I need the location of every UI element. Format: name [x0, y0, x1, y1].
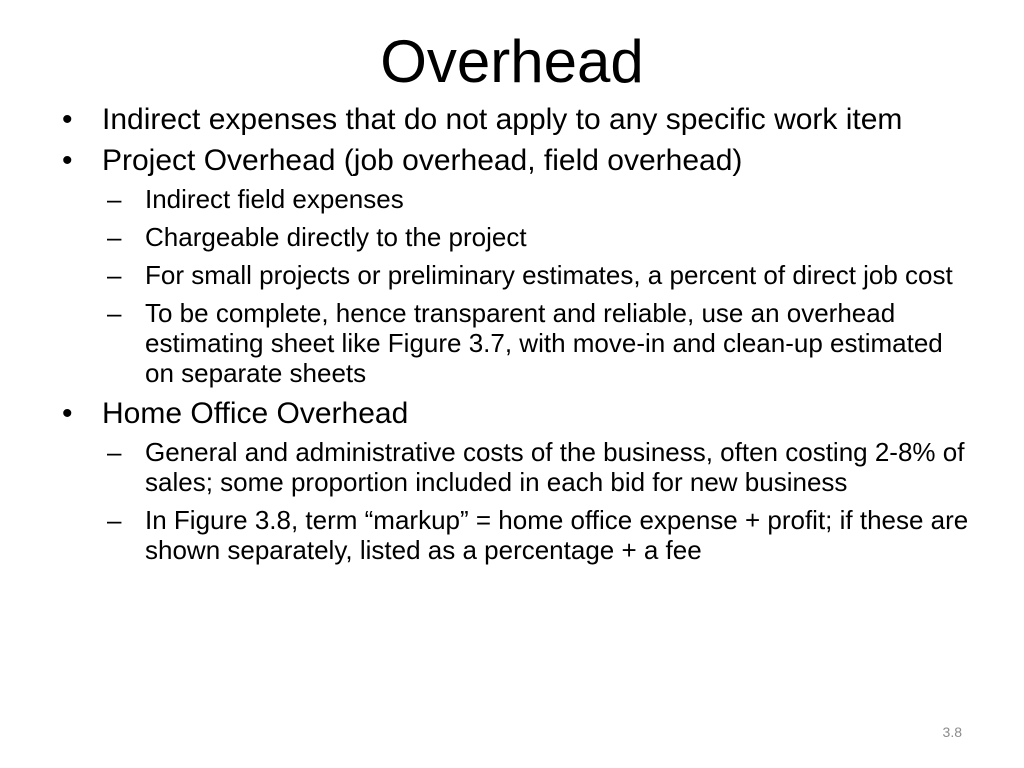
sub-bullet-text: In Figure 3.8, term “markup” = home office expense + profit; if these are shown separately, listed as a percentage + a fee [145, 505, 969, 565]
slide-title: Overhead [380, 28, 644, 95]
sub-bullet-item [107, 260, 972, 290]
dash-marker: – [107, 184, 122, 214]
bullet-text: Indirect expenses that do not apply to any specific work item [102, 103, 903, 136]
dash-marker: – [107, 437, 122, 467]
bullet-text: Home Office Overhead [102, 397, 409, 430]
bullet-item [62, 145, 972, 176]
sub-bullet-text: For small projects or preliminary estimates, a percent of direct job cost [145, 260, 953, 290]
bullet-marker: • [62, 397, 73, 430]
bullet-item [62, 104, 972, 135]
sub-bullet-item [107, 298, 972, 388]
sub-bullet-text: Indirect field expenses [145, 184, 404, 214]
bullet-marker: • [62, 103, 73, 136]
bullet-list [62, 104, 972, 565]
sub-bullet-text: General and administrative costs of the business, often costing 2-8% of sales; some proportion included in each bid for new business [145, 437, 965, 497]
dash-marker: – [107, 260, 122, 290]
bullet-text: Project Overhead (job overhead, field overhead) [102, 144, 743, 177]
dash-marker: – [107, 505, 122, 535]
dash-marker: – [107, 298, 122, 328]
sub-bullet-text: Chargeable directly to the project [145, 222, 527, 252]
bullet-marker: • [62, 144, 73, 177]
sub-bullet-item [107, 505, 972, 565]
slide-number: 3.8 [942, 724, 962, 740]
dash-marker: – [107, 222, 122, 252]
sub-bullet-item [107, 184, 972, 214]
sub-bullet-text: To be complete, hence transparent and reliable, use an overhead estimating sheet like Figure 3.7, with move-in and clean-up estimated on separate sheets [145, 298, 943, 388]
sub-bullet-item [107, 222, 972, 252]
bullet-item [62, 398, 972, 429]
sub-bullet-item [107, 437, 972, 497]
